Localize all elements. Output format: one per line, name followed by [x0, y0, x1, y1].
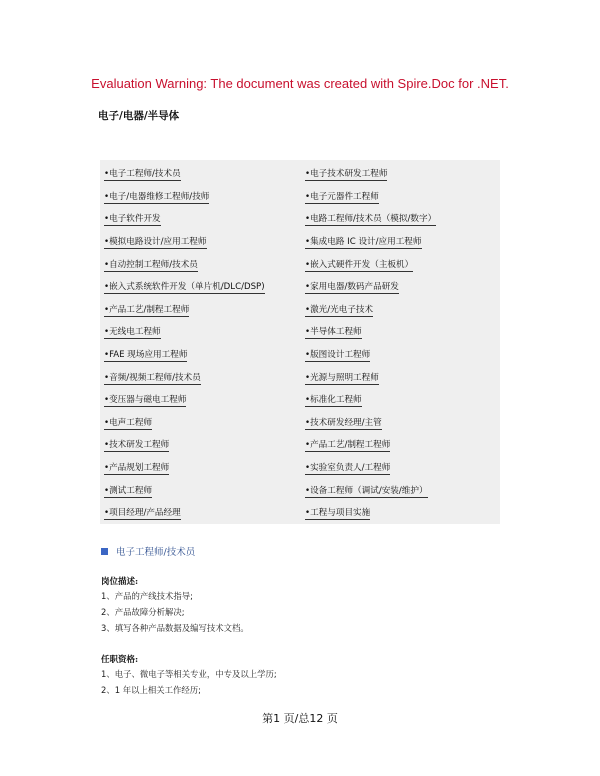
job-link[interactable]: •电子元器件工程师	[305, 191, 379, 202]
job-link[interactable]: •激光/光电子技术	[305, 304, 374, 315]
duties-heading: 岗位描述:	[101, 577, 139, 587]
job-link[interactable]: •技术研发经理/主管	[305, 417, 382, 428]
page-footer: 第1 页/总12 页	[262, 712, 338, 725]
job-link[interactable]: •产品工艺/制程工程师	[305, 440, 391, 451]
duty-line: 3、填写各种产品数据及编写技术文档。	[101, 623, 249, 633]
section-title-text: 电子工程师/技术员	[116, 547, 196, 558]
job-list-left	[104, 163, 265, 525]
job-link[interactable]: •电子软件开发	[104, 214, 161, 225]
job-list-right	[305, 163, 436, 525]
job-link[interactable]: •测试工程师	[104, 485, 153, 496]
job-link[interactable]: •FAE 现场应用工程师	[104, 350, 188, 361]
job-link[interactable]: •电声工程师	[104, 417, 153, 428]
square-bullet-icon	[101, 548, 108, 555]
job-link[interactable]: •模拟电路设计/应用工程师	[104, 237, 207, 248]
job-list-box	[100, 160, 500, 524]
category-heading: 电子/电器/半导体	[98, 110, 180, 122]
duty-line: 1、产品的产线技术指导;	[101, 591, 193, 601]
job-link[interactable]: •项目经理/产品经理	[104, 508, 181, 519]
job-link[interactable]: •技术研发工程师	[104, 440, 170, 451]
job-link[interactable]: •电子技术研发工程师	[305, 169, 388, 180]
job-link[interactable]: •工程与项目实施	[305, 508, 371, 519]
job-link[interactable]: •实验室负责人/工程师	[305, 463, 391, 474]
job-link[interactable]: •变压器与磁电工程师	[104, 395, 187, 406]
section-title	[101, 544, 195, 558]
job-link[interactable]: •光源与照明工程师	[305, 372, 379, 383]
job-link[interactable]: •嵌入式系统软件开发（单片机/DLC/DSP)	[104, 282, 265, 293]
job-link[interactable]: •电子工程师/技术员	[104, 169, 181, 180]
job-link[interactable]: •嵌入式硬件开发（主板机）	[305, 259, 414, 270]
job-link[interactable]: •产品工艺/制程工程师	[104, 304, 190, 315]
job-link[interactable]: •电子/电器维修工程师/技师	[104, 191, 210, 202]
job-link[interactable]: •产品规划工程师	[104, 463, 170, 474]
quals-heading: 任职资格:	[101, 655, 139, 665]
qual-line: 2、1 年以上相关工作经历;	[101, 685, 201, 695]
evaluation-warning: Evaluation Warning: The document was created with Spire.Doc for .NET.	[91, 76, 509, 91]
job-link[interactable]: •标准化工程师	[305, 395, 362, 406]
job-link[interactable]: •家用电器/数码产品研发	[305, 282, 399, 293]
job-link[interactable]: •半导体工程师	[305, 327, 362, 338]
duty-line: 2、产品故障分析解决;	[101, 607, 185, 617]
job-link[interactable]: •无线电工程师	[104, 327, 161, 338]
job-link[interactable]: •设备工程师（调试/安装/维护）	[305, 485, 428, 496]
qual-line: 1、电子、微电子等相关专业，中专及以上学历;	[101, 669, 277, 679]
job-link[interactable]: •版图设计工程师	[305, 350, 371, 361]
job-link[interactable]: •集成电路 IC 设计/应用工程师	[305, 237, 422, 248]
job-link[interactable]: •自动控制工程师/技术员	[104, 259, 198, 270]
job-link[interactable]: •音频/视频工程师/技术员	[104, 372, 201, 383]
job-link[interactable]: •电路工程师/技术员（模拟/数字）	[305, 214, 437, 225]
